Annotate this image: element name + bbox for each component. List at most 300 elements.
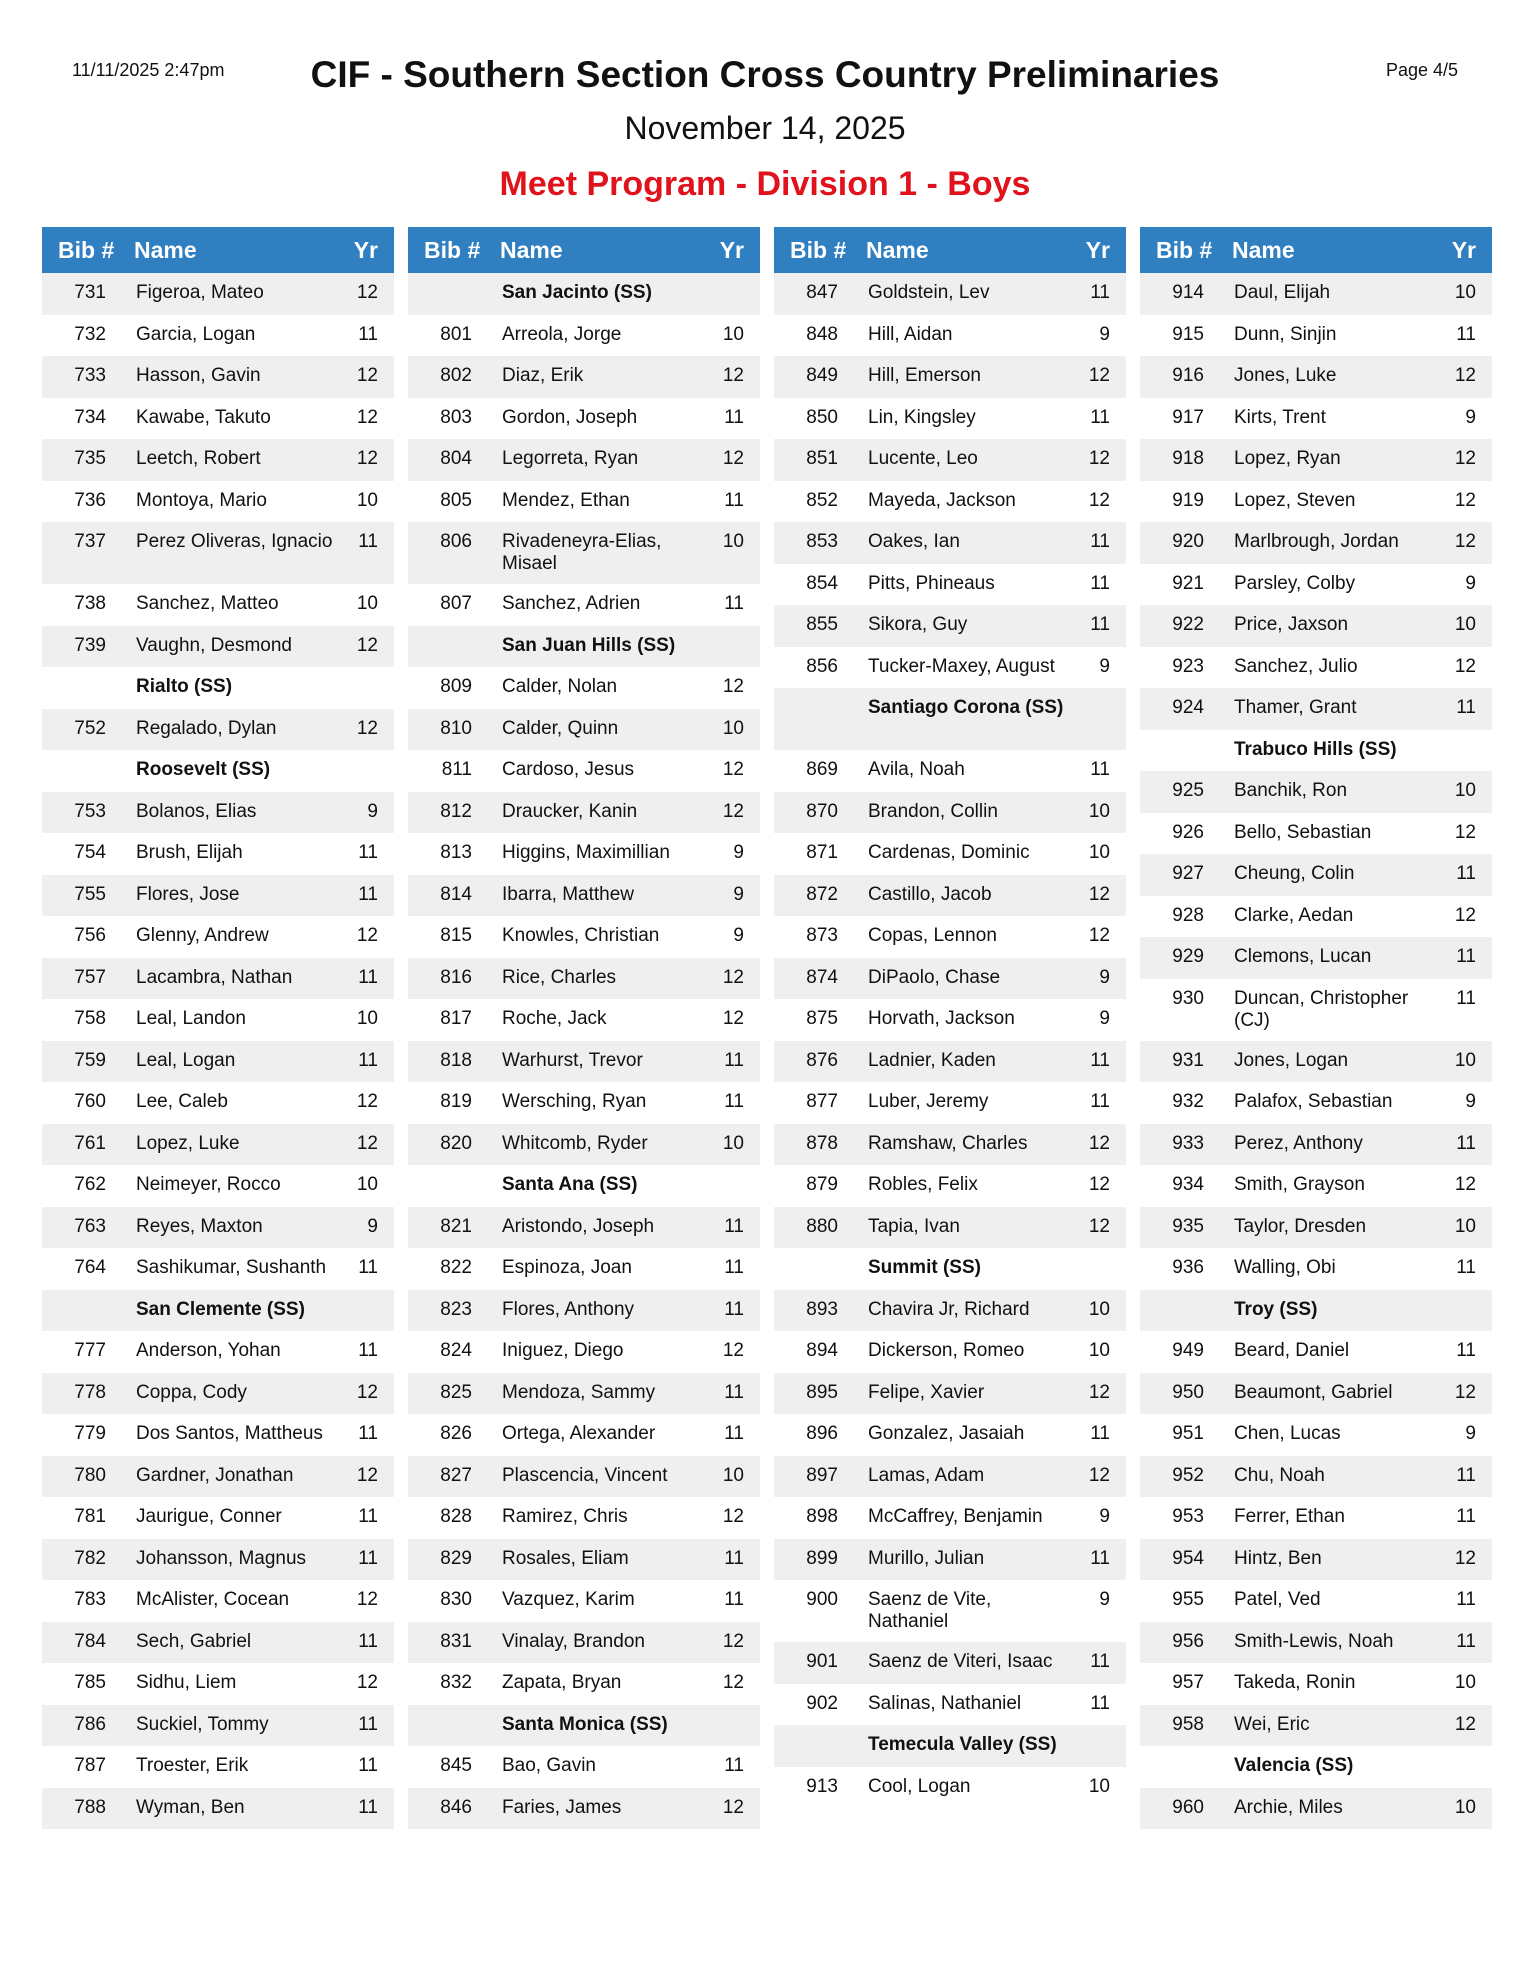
- athlete-row: [774, 916, 1126, 958]
- athlete-row: [1140, 937, 1492, 979]
- athlete-name: Saenz de Viteri, Isaac: [868, 1651, 1053, 1672]
- column-header: [1140, 227, 1492, 273]
- athlete-name: Lopez, Steven: [1234, 489, 1356, 511]
- athlete-row: [774, 1041, 1126, 1083]
- grade-year: 11: [1090, 572, 1110, 594]
- athlete-row: [42, 522, 394, 584]
- athlete-name: Wyman, Ben: [136, 1796, 245, 1818]
- grade-year: 11: [1090, 531, 1110, 552]
- athlete-name: Suckiel, Tommy: [136, 1713, 269, 1735]
- bib-number: 931: [1172, 1049, 1204, 1071]
- bib-number: 760: [74, 1091, 106, 1112]
- grade-year: 11: [1090, 1547, 1110, 1569]
- grade-year: 11: [724, 1381, 744, 1403]
- grade-year: 11: [358, 883, 378, 905]
- athlete-name: Calder, Quinn: [502, 717, 619, 739]
- athlete-row: [774, 1456, 1126, 1498]
- athlete-row: [408, 439, 760, 481]
- athlete-name: Ladnier, Kaden: [868, 1049, 996, 1071]
- bib-number: 851: [806, 448, 838, 469]
- school-name: Temecula Valley (SS): [868, 1734, 1057, 1755]
- bib-number: 820: [440, 1132, 472, 1154]
- athlete-name: Zapata, Bryan: [502, 1672, 622, 1693]
- athlete-row: [42, 875, 394, 917]
- athlete-name: Montoya, Mario: [136, 489, 267, 511]
- athlete-name: Thamer, Grant: [1234, 697, 1357, 718]
- athlete-name: Sech, Gabriel: [136, 1630, 252, 1652]
- bib-number: 895: [806, 1381, 838, 1403]
- athlete-row: [1140, 1705, 1492, 1747]
- athlete-name: Brush, Elijah: [136, 842, 243, 863]
- athlete-name: Flores, Anthony: [502, 1298, 635, 1320]
- bib-number: 958: [1172, 1713, 1204, 1735]
- athlete-name: Wersching, Ryan: [502, 1091, 647, 1112]
- bib-number: 960: [1172, 1796, 1204, 1818]
- grade-year: 12: [722, 1796, 744, 1818]
- column-header: [42, 227, 394, 273]
- grade-year: 12: [722, 365, 744, 386]
- athlete-name: Tucker-Maxey, August: [868, 655, 1055, 677]
- grade-year: 11: [1090, 1692, 1110, 1714]
- bib-number: 823: [440, 1298, 472, 1320]
- athlete-name: Salinas, Nathaniel: [868, 1692, 1022, 1714]
- athlete-name: Reyes, Maxton: [136, 1215, 263, 1237]
- athlete-row: [408, 999, 760, 1041]
- header-yr: Yr: [353, 237, 378, 263]
- header-yr: Yr: [1085, 237, 1110, 263]
- header-name: Name: [1232, 237, 1295, 263]
- athlete-row: [42, 999, 394, 1041]
- bib-number: 918: [1172, 448, 1204, 469]
- grade-year: 12: [1088, 1132, 1110, 1154]
- athlete-row: [42, 792, 394, 834]
- athlete-row: [408, 1622, 760, 1664]
- grade-year: 12: [1454, 531, 1476, 552]
- grade-year: 9: [1099, 966, 1110, 988]
- athlete-name: Rice, Charles: [502, 966, 617, 988]
- athlete-name: McAlister, Cocean: [136, 1589, 290, 1610]
- grade-year: 9: [1099, 1008, 1110, 1029]
- athlete-row: [408, 1124, 760, 1166]
- athlete-name: Pitts, Phineaus: [868, 572, 995, 594]
- bib-number: 874: [806, 966, 838, 988]
- athlete-name: Leetch, Robert: [136, 448, 261, 469]
- athlete-row: [774, 1331, 1126, 1373]
- athlete-row: [774, 315, 1126, 357]
- grade-year: 12: [1088, 448, 1110, 469]
- grade-year: 11: [358, 966, 378, 988]
- athlete-row: [42, 958, 394, 1000]
- athlete-row: [774, 833, 1126, 875]
- grade-year: 12: [1088, 1464, 1110, 1486]
- athlete-row: [42, 1331, 394, 1373]
- grade-year: 12: [722, 1672, 744, 1693]
- athlete-name: Palafox, Sebastian: [1234, 1091, 1393, 1112]
- athlete-name: Anderson, Yohan: [136, 1340, 281, 1361]
- grade-year: 12: [356, 1672, 378, 1693]
- bib-number: 732: [74, 323, 106, 345]
- grade-year: 11: [724, 406, 744, 428]
- grade-year: 12: [1454, 489, 1476, 511]
- bib-number: 914: [1172, 282, 1204, 303]
- header-yr: Yr: [1451, 237, 1476, 263]
- grade-year: 11: [1090, 282, 1110, 303]
- bib-number: 869: [806, 759, 838, 780]
- athlete-row: [1140, 647, 1492, 689]
- bib-number: 739: [74, 634, 106, 656]
- bib-number: 850: [806, 406, 838, 428]
- athlete-name: Horvath, Jackson: [868, 1008, 1015, 1029]
- athlete-name: Figeroa, Mateo: [136, 282, 264, 303]
- grade-year: 12: [1088, 925, 1110, 946]
- grade-year: 10: [1454, 1215, 1476, 1237]
- bib-number: 817: [440, 1008, 472, 1029]
- athlete-name: McCaffrey, Benjamin: [868, 1506, 1043, 1527]
- athlete-row: [774, 1124, 1126, 1166]
- bib-number: 920: [1172, 531, 1204, 552]
- athlete-row: [408, 398, 760, 440]
- header-bib: Bib #: [790, 237, 847, 263]
- bib-number: 736: [74, 489, 106, 511]
- grade-year: 10: [1454, 780, 1476, 801]
- school-heading-row: [1140, 1746, 1492, 1788]
- grade-year: 12: [722, 676, 744, 697]
- athlete-name: Walling, Obi: [1234, 1257, 1336, 1278]
- grade-year: 10: [356, 1008, 378, 1029]
- roster-column: [408, 227, 760, 1829]
- roster-column: [1140, 227, 1492, 1829]
- bib-number: 922: [1172, 614, 1204, 635]
- athlete-name: Marlbrough, Jordan: [1234, 531, 1399, 552]
- grade-year: 11: [1456, 946, 1476, 967]
- bib-number: 779: [74, 1423, 106, 1444]
- grade-year: 12: [356, 1132, 378, 1154]
- grade-year: 10: [1454, 282, 1476, 303]
- grade-year: 10: [1088, 800, 1110, 822]
- athlete-row: [1140, 481, 1492, 523]
- bib-number: 847: [806, 282, 838, 303]
- athlete-name: Whitcomb, Ryder: [502, 1132, 648, 1154]
- athlete-row: [408, 522, 760, 584]
- athlete-row: [408, 481, 760, 523]
- bib-number: 804: [440, 448, 472, 469]
- athlete-name: Cardenas, Dominic: [868, 842, 1030, 863]
- bib-number: 731: [74, 282, 106, 303]
- grade-year: 12: [356, 634, 378, 656]
- athlete-name: Leal, Landon: [136, 1008, 246, 1029]
- athlete-name: Kirts, Trent: [1234, 406, 1326, 428]
- grade-year: 12: [356, 1381, 378, 1403]
- school-name: Roosevelt (SS): [136, 759, 271, 780]
- bib-number: 829: [440, 1547, 472, 1569]
- bib-number: 871: [806, 842, 838, 863]
- athlete-row: [1140, 1331, 1492, 1373]
- bib-number: 873: [806, 925, 838, 946]
- athlete-row: [408, 958, 760, 1000]
- grade-year: 12: [722, 1340, 744, 1361]
- bib-number: 803: [440, 406, 472, 428]
- header-name: Name: [500, 237, 563, 263]
- bib-number: 788: [74, 1796, 106, 1818]
- athlete-name: Hill, Emerson: [868, 365, 981, 386]
- bib-number: 929: [1172, 946, 1204, 967]
- bib-number: 934: [1172, 1174, 1204, 1195]
- grade-year: 11: [724, 1257, 744, 1278]
- bib-number: 759: [74, 1049, 106, 1071]
- grade-year: 11: [1456, 1630, 1476, 1652]
- athlete-name: Lin, Kingsley: [868, 406, 976, 428]
- athlete-row: [408, 1580, 760, 1622]
- athlete-name: Chen, Lucas: [1234, 1423, 1341, 1444]
- school-heading-row: [408, 1705, 760, 1747]
- athlete-row: [1140, 896, 1492, 938]
- athlete-row: [774, 958, 1126, 1000]
- athlete-row: [1140, 356, 1492, 398]
- athlete-name: Vaughn, Desmond: [136, 634, 292, 656]
- athlete-row: [408, 709, 760, 751]
- grade-year: 11: [1456, 323, 1476, 345]
- athlete-name: Avila, Noah: [868, 759, 965, 780]
- grade-year: 11: [1090, 614, 1110, 635]
- bib-number: 877: [806, 1091, 838, 1112]
- athlete-row: [42, 709, 394, 751]
- grade-year: 12: [1454, 1174, 1476, 1195]
- grade-year: 11: [358, 1257, 378, 1278]
- grade-year: 11: [1456, 863, 1476, 884]
- bib-number: 919: [1172, 489, 1204, 511]
- athlete-name: Goldstein, Lev: [868, 282, 990, 303]
- grade-year: 10: [1454, 614, 1476, 635]
- grade-year: 9: [367, 800, 378, 822]
- athlete-row: [42, 584, 394, 626]
- athlete-row: [1140, 1373, 1492, 1415]
- bib-number: 764: [74, 1257, 106, 1278]
- athlete-name: Bao, Gavin: [502, 1755, 596, 1776]
- grade-year: 9: [733, 925, 744, 946]
- school-name: San Jacinto (SS): [502, 282, 652, 303]
- athlete-row: [42, 439, 394, 481]
- bib-number: 818: [440, 1049, 472, 1071]
- athlete-row: [1140, 564, 1492, 606]
- grade-year: 11: [1456, 1340, 1476, 1361]
- athlete-row: [408, 1373, 760, 1415]
- athlete-name: Johansson, Magnus: [136, 1547, 307, 1569]
- athlete-row: [42, 273, 394, 315]
- bib-number: 856: [806, 655, 838, 677]
- grade-year: 11: [358, 1547, 378, 1569]
- athlete-row: [408, 875, 760, 917]
- athlete-row: [42, 1622, 394, 1664]
- bib-number: 880: [806, 1215, 838, 1237]
- bib-number: 827: [440, 1464, 472, 1486]
- bib-number: 822: [440, 1257, 472, 1278]
- bib-number: 957: [1172, 1672, 1204, 1693]
- athlete-name: Clemons, Lucan: [1234, 946, 1372, 967]
- program-subtitle: Meet Program - Division 1 - Boys: [499, 165, 1031, 203]
- athlete-row: [1140, 522, 1492, 564]
- column-header: [408, 227, 760, 273]
- athlete-row: [408, 584, 760, 626]
- athlete-name: Ramirez, Chris: [502, 1506, 628, 1527]
- athlete-name: Vinalay, Brandon: [502, 1630, 645, 1652]
- bib-number: 846: [440, 1796, 472, 1818]
- grade-year: 12: [1454, 1713, 1476, 1735]
- bib-number: 780: [74, 1464, 106, 1486]
- athlete-row: [1140, 1622, 1492, 1664]
- athlete-row: [774, 1580, 1126, 1642]
- bib-number: 787: [74, 1755, 106, 1776]
- athlete-row: [408, 1746, 760, 1788]
- bib-number: 757: [74, 966, 106, 988]
- grade-year: 11: [724, 1547, 744, 1569]
- grade-year: 12: [356, 282, 378, 303]
- grade-year: 10: [1454, 1796, 1476, 1818]
- grade-year: 11: [1456, 1506, 1476, 1527]
- grade-year: 12: [722, 1630, 744, 1652]
- bib-number: 921: [1172, 572, 1204, 594]
- grade-year: 11: [1090, 406, 1110, 428]
- grade-year: 11: [1456, 1589, 1476, 1610]
- athlete-name: Sikora, Guy: [868, 614, 968, 635]
- grade-year: 12: [356, 365, 378, 386]
- athlete-row: [774, 750, 1126, 792]
- athlete-row: [1140, 1207, 1492, 1249]
- bib-number: 894: [806, 1340, 838, 1361]
- grade-year: 9: [733, 883, 744, 905]
- athlete-row: [408, 1539, 760, 1581]
- grade-year: 12: [1088, 489, 1110, 511]
- grade-year: 10: [1454, 1049, 1476, 1071]
- athlete-row: [774, 1082, 1126, 1124]
- athlete-name: Higgins, Maximillian: [502, 842, 670, 863]
- athlete-name: Patel, Ved: [1234, 1589, 1321, 1610]
- athlete-row: [408, 1082, 760, 1124]
- athlete-name: Espinoza, Joan: [502, 1257, 632, 1278]
- bib-number: 807: [440, 593, 472, 614]
- bib-number: 956: [1172, 1630, 1204, 1652]
- school-heading-row: [774, 1725, 1126, 1767]
- bib-number: 915: [1172, 323, 1204, 345]
- athlete-row: [774, 1414, 1126, 1456]
- grade-year: 10: [356, 593, 378, 614]
- athlete-name: Cardoso, Jesus: [502, 759, 635, 780]
- athlete-name: Sanchez, Matteo: [136, 593, 279, 614]
- grade-year: 11: [358, 1713, 378, 1735]
- bib-number: 763: [74, 1215, 106, 1237]
- athlete-row: [42, 1165, 394, 1207]
- bib-number: 777: [74, 1340, 106, 1361]
- athlete-name: Cool, Logan: [868, 1775, 971, 1797]
- athlete-name: Perez, Anthony: [1234, 1132, 1363, 1154]
- grade-year: 12: [722, 1506, 744, 1527]
- bib-number: 782: [74, 1547, 106, 1569]
- school-heading-row: [42, 1290, 394, 1332]
- athlete-name: Jones, Luke: [1234, 365, 1337, 386]
- bib-number: 828: [440, 1506, 472, 1527]
- athlete-name: Warhurst, Trevor: [502, 1049, 643, 1071]
- bib-number: 936: [1172, 1257, 1204, 1278]
- bib-number: 875: [806, 1008, 838, 1029]
- bib-number: 854: [806, 572, 838, 594]
- bib-number: 784: [74, 1630, 106, 1652]
- athlete-row: [774, 1767, 1126, 1809]
- bib-number: 845: [440, 1755, 472, 1776]
- grade-year: 11: [358, 1423, 378, 1444]
- athlete-row: [774, 1207, 1126, 1249]
- grade-year: 11: [358, 1340, 378, 1361]
- athlete-name: Sashikumar, Sushanth: [136, 1257, 327, 1278]
- athlete-row: [774, 792, 1126, 834]
- grade-year: 10: [1088, 1340, 1110, 1361]
- school-name: Trabuco Hills (SS): [1234, 738, 1397, 760]
- athlete-row: [1140, 771, 1492, 813]
- bib-number: 925: [1172, 780, 1204, 801]
- athlete-name: Luber, Jeremy: [868, 1091, 989, 1112]
- athlete-row: [774, 875, 1126, 917]
- athlete-name: Mendez, Ethan: [502, 489, 630, 511]
- bib-number: 923: [1172, 655, 1204, 677]
- athlete-row: [1140, 1414, 1492, 1456]
- bib-number: 900: [806, 1589, 838, 1610]
- grade-year: 11: [724, 489, 744, 511]
- athlete-name: Hill, Aidan: [868, 323, 953, 345]
- grade-year: 12: [356, 406, 378, 428]
- athlete-name: Mayeda, Jackson: [868, 489, 1016, 511]
- athlete-row: [408, 916, 760, 958]
- bib-number: 954: [1172, 1547, 1204, 1569]
- grade-year: 12: [722, 966, 744, 988]
- athlete-name: Jaurigue, Conner: [136, 1506, 282, 1527]
- athlete-name: Leal, Logan: [136, 1049, 236, 1071]
- school-heading-row: [1140, 730, 1492, 772]
- school-heading-row: [774, 688, 1126, 750]
- header-bib: Bib #: [58, 237, 115, 263]
- athlete-row: [42, 1082, 394, 1124]
- athlete-row: [774, 999, 1126, 1041]
- athlete-row: [408, 1331, 760, 1373]
- bib-number: 955: [1172, 1589, 1204, 1610]
- athlete-row: [42, 1746, 394, 1788]
- grade-year: 11: [724, 1755, 744, 1776]
- athlete-row: [774, 647, 1126, 689]
- bib-number: 928: [1172, 904, 1204, 926]
- bib-number: 933: [1172, 1132, 1204, 1154]
- athlete-row: [42, 1663, 394, 1705]
- athlete-name: Mendoza, Sammy: [502, 1381, 656, 1403]
- bib-number: 825: [440, 1381, 472, 1403]
- grade-year: 12: [1088, 365, 1110, 386]
- athlete-name: Cheung, Colin: [1234, 863, 1355, 884]
- athlete-row: [1140, 1497, 1492, 1539]
- athlete-name: Ferrer, Ethan: [1234, 1506, 1345, 1527]
- grade-year: 11: [724, 1091, 744, 1112]
- bib-number: 826: [440, 1423, 472, 1444]
- athlete-name: Price, Jaxson: [1234, 614, 1349, 635]
- grade-year: 12: [1454, 1381, 1476, 1403]
- grade-year: 12: [722, 1008, 744, 1029]
- grade-year: 10: [356, 1174, 378, 1195]
- athlete-row: [408, 1207, 760, 1249]
- athlete-name: Calder, Nolan: [502, 676, 618, 697]
- athlete-row: [408, 1456, 760, 1498]
- athlete-name: Faries, James: [502, 1796, 622, 1818]
- bib-number: 853: [806, 531, 838, 552]
- bib-number: 917: [1172, 406, 1204, 428]
- athlete-row: [42, 1456, 394, 1498]
- grade-year: 11: [724, 1215, 744, 1237]
- athlete-row: [42, 1373, 394, 1415]
- athlete-name: Oakes, Ian: [868, 531, 960, 552]
